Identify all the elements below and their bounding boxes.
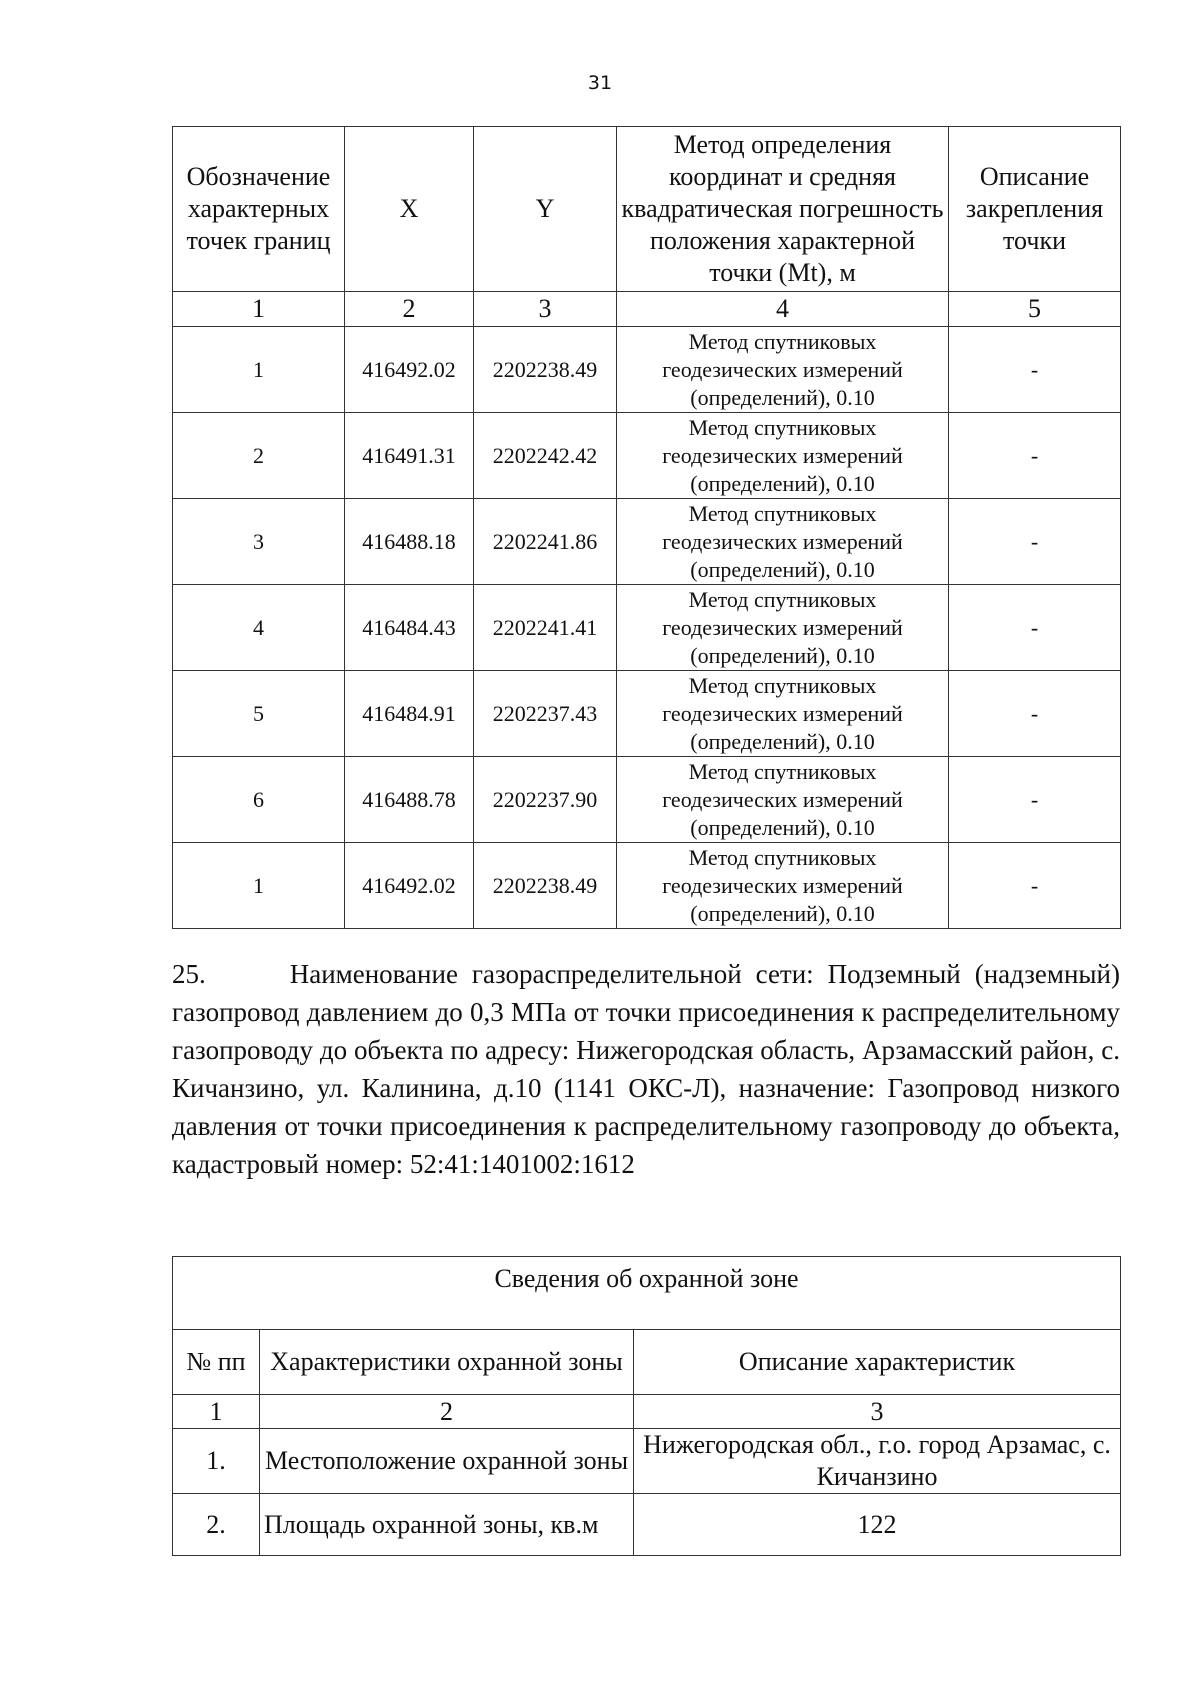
coords-column-numbers-row [173,292,1121,327]
column-number: 3 [634,1395,1121,1429]
header-fixing-description: Описание закрепления точки [949,127,1121,292]
column-number: 4 [617,292,949,327]
description-cell: Нижегородская обл., г.о. город Арзамас, с. Кичанзино [634,1429,1121,1494]
zone-column-numbers-row [173,1395,1121,1429]
x-cell: 416492.02 [345,327,474,413]
point-cell: 4 [173,585,345,671]
header-description: Описание характеристик [634,1330,1121,1395]
characteristic-cell: Площадь охранной зоны, кв.м [260,1494,634,1556]
description-cell: - [949,757,1121,843]
point-cell: 6 [173,757,345,843]
column-number: 1 [173,292,345,327]
header-point-designation: Обозначение характерных точек границ [173,127,345,292]
x-cell: 416484.91 [345,671,474,757]
coordinates-table [172,126,1121,929]
section-25-paragraph: 25. Наименование газораспределительной сети: Подземный (надземный) газопровод давлением до 0,3 МПа от точки присоединения к распределительному газопроводу до объекта по адресу: Нижегородская область, Арзамасский район, с. Кичанзино, ул. Калинина, д.10 (1141 ОКС-Л), назначение: Газопровод низкого давления от точки присоединения к распределительному газопроводу до объекта, кадастровый номер: 52:41:1401002:1612 [172,959,1120,1179]
y-cell: 2202238.49 [474,327,617,413]
protection-zone-table [172,1256,1121,1556]
table-row [173,1429,1121,1494]
zone-table-title-row [173,1257,1121,1330]
table-row [173,327,1121,413]
table-row [173,757,1121,843]
method-cell: Метод спутниковых геодезических измерений (определений), 0.10 [617,757,949,843]
y-cell: 2202241.86 [474,499,617,585]
column-number: 2 [260,1395,634,1429]
description-cell: - [949,843,1121,929]
coords-header-row [173,127,1121,292]
table-row [173,499,1121,585]
table-row [173,671,1121,757]
header-number: № пп [173,1330,260,1395]
x-cell: 416488.18 [345,499,474,585]
method-cell: Метод спутниковых геодезических измерений (определений), 0.10 [617,413,949,499]
point-cell: 5 [173,671,345,757]
column-number: 3 [474,292,617,327]
point-cell: 2 [173,413,345,499]
column-number: 2 [345,292,474,327]
table-row [173,1494,1121,1556]
column-number: 5 [949,292,1121,327]
y-cell: 2202241.41 [474,585,617,671]
header-method: Метод определения координат и средняя квадратическая погрешность положения характерной точки (Mt), м [617,127,949,292]
header-x: X [345,127,474,292]
characteristic-cell: Местоположение охранной зоны [260,1429,634,1494]
y-cell: 2202237.90 [474,757,617,843]
method-cell: Метод спутниковых геодезических измерений (определений), 0.10 [617,499,949,585]
zone-table-title: Сведения об охранной зоне [173,1257,1121,1330]
column-number: 1 [173,1395,260,1429]
x-cell: 416488.78 [345,757,474,843]
method-cell: Метод спутниковых геодезических измерений (определений), 0.10 [617,671,949,757]
method-cell: Метод спутниковых геодезических измерений (определений), 0.10 [617,843,949,929]
description-cell: - [949,671,1121,757]
x-cell: 416491.31 [345,413,474,499]
description-cell: - [949,585,1121,671]
description-cell: - [949,499,1121,585]
row-number-cell: 2. [173,1494,260,1556]
method-cell: Метод спутниковых геодезических измерений (определений), 0.10 [617,585,949,671]
row-number-cell: 1. [173,1429,260,1494]
table-row [173,585,1121,671]
y-cell: 2202238.49 [474,843,617,929]
table-row [173,413,1121,499]
x-cell: 416492.02 [345,843,474,929]
point-cell: 3 [173,499,345,585]
x-cell: 416484.43 [345,585,474,671]
header-characteristics: Характеристики охранной зоны [260,1330,634,1395]
description-cell: 122 [634,1494,1121,1556]
zone-header-row [173,1330,1121,1395]
description-cell: - [949,327,1121,413]
method-cell: Метод спутниковых геодезических измерений (определений), 0.10 [617,327,949,413]
page-number: 31 [587,72,613,94]
y-cell: 2202237.43 [474,671,617,757]
description-cell: - [949,413,1121,499]
y-cell: 2202242.42 [474,413,617,499]
table-row [173,843,1121,929]
header-y: Y [474,127,617,292]
point-cell: 1 [173,327,345,413]
point-cell: 1 [173,843,345,929]
